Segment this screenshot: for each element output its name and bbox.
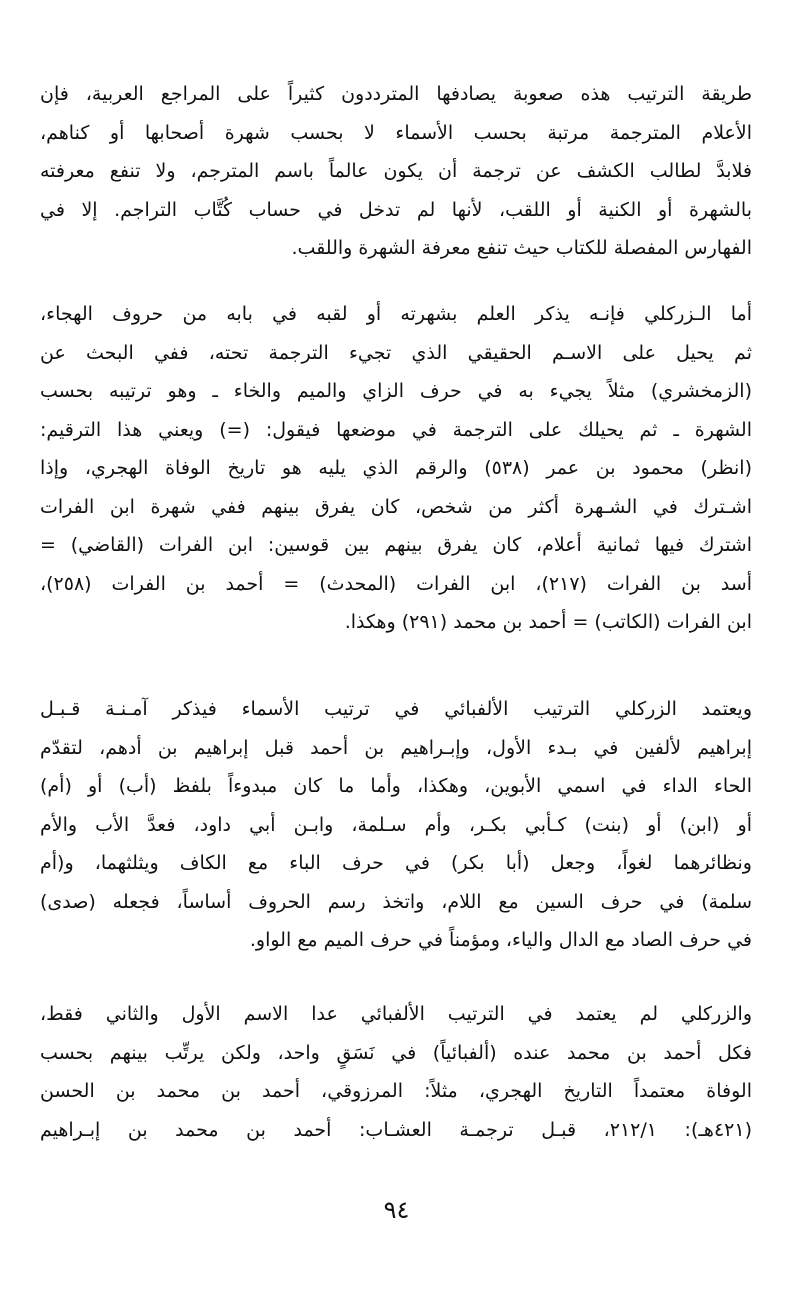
paragraph-line: الفهارس المفصلة للكتاب حيث تنفع معرفة الشهرة واللقب. <box>291 237 752 259</box>
paragraph-line: في حرف الصاد مع الدال والياء، ومؤمناً في حرف الميم مع الواو. <box>249 929 752 951</box>
paragraph-4 <box>40 995 752 1149</box>
paragraph-line: (٤٢١هـ): ٢١٢/١، قبـل ترجمـة العشـاب: أحمد بن محمد بن إبـراهيم <box>40 1118 752 1141</box>
paragraph-line: ونظائرهما لغواً، وجعل (أبا بكر) في حرف الباء مع الكاف ويثلثهما، و(أم <box>40 852 752 874</box>
paragraph-line: الأعلام المترجمة مرتبة بحسب الأسماء لا بحسب شهرة أصحابها أو كناهم، <box>40 121 752 144</box>
page-number: ٩٤ <box>383 1196 410 1224</box>
paragraph-line: أسد بن الفرات (٢١٧)، ابن الفرات (المحدث) = أحمد بن الفرات (٢٥٨)، <box>40 572 752 595</box>
paragraph-line: إبراهيم لألفين في بـدء الأول، وإبـراهيم بن أحمد قبل إبراهيم بن أدهم، لتقدّم <box>40 736 752 759</box>
paragraph-line: الشهرة ـ ثم يحيلك على الترجمة في موضعها فيقول: (=) ويعني هذا الترقيم: <box>40 418 752 441</box>
paragraph-line: أما الـزركلي فإنـه يذكر العلم بشهرته أو لقبه في بابه من حروف الهجاء، <box>40 303 752 325</box>
paragraph-line: (الزمخشري) مثلاً يجيء به في حرف الزاي والميم والخاء ـ وهو ترتيبه بحسب <box>40 380 752 402</box>
paragraph-line: فلابدَّ لطالب الكشف عن ترجمة أن يكون عالماً باسم المترجم، ولا تنفع معرفته <box>40 160 752 182</box>
paragraph-line: طريقة الترتيب هذه صعوبة يصادفها المترددون كثيراً على المراجع العربية، فإن <box>40 83 752 105</box>
paragraph-line: الوفاة معتمداً التاريخ الهجري، مثلاً: المرزوقي، أحمد بن محمد بن الحسن <box>40 1080 752 1102</box>
paragraph-line: اشـترك في الشـهرة أكثر من شخص، كان يفرق بينهم ففي شهرة ابن الفرات <box>40 495 752 518</box>
paragraph-line: بالشهرة أو الكنية أو اللقب، لأنها لم تدخل في حساب كُتَّاب التراجم. إلا في <box>40 198 752 221</box>
paragraph-line: اشترك فيها ثمانية أعلام، كان يفرق بينهم بين قوسين: ابن الفرات (القاضي) = <box>40 534 752 556</box>
paragraph-line: (انظر) محمود بن عمر (٥٣٨) والرقم الذي يليه هو تاريخ الوفاة الهجري، وإذا <box>40 457 752 479</box>
paragraph-line: أو (ابن) أو (بنت) كـأبي بكـر، وأم سـلمة، وابـن أبي داود، فعدَّ الأب والأم <box>40 813 752 836</box>
paragraph-3 <box>40 690 752 960</box>
paragraph-line: سلمة) في حرف السين مع اللام، واتخذ رسم الحروف أساساً، فجعله (صدى) <box>40 890 752 913</box>
paragraph-line: ثم يحيل على الاسـم الحقيقي الذي تجيء الترجمة تحته، ففي البحث عن <box>40 341 752 364</box>
paragraph-line: والزركلي لم يعتمد في الترتيب الألفبائي عدا الاسم الأول والثاني فقط، <box>40 1003 752 1025</box>
paragraph-2 <box>40 295 752 642</box>
paragraph-line: ابن الفرات (الكاتب) = أحمد بن محمد (٢٩١) وهكذا. <box>344 611 752 633</box>
paragraph-1 <box>40 75 752 268</box>
paragraph-line: فكل أحمد بن محمد عنده (ألفبائياً) في نَسَقٍ واحد، ولكن يرتِّب بينهم بحسب <box>40 1041 752 1064</box>
paragraph-line: ويعتمد الزركلي الترتيب الألفبائي في ترتيب الأسماء فيذكر آمـنـة قـبـل <box>40 698 752 720</box>
paragraph-line: الحاء الداء في اسمي الأبوين، وهكذا، وأما ما كان مبدوءاً بلفظ (أب) أو (أم) <box>40 775 752 797</box>
